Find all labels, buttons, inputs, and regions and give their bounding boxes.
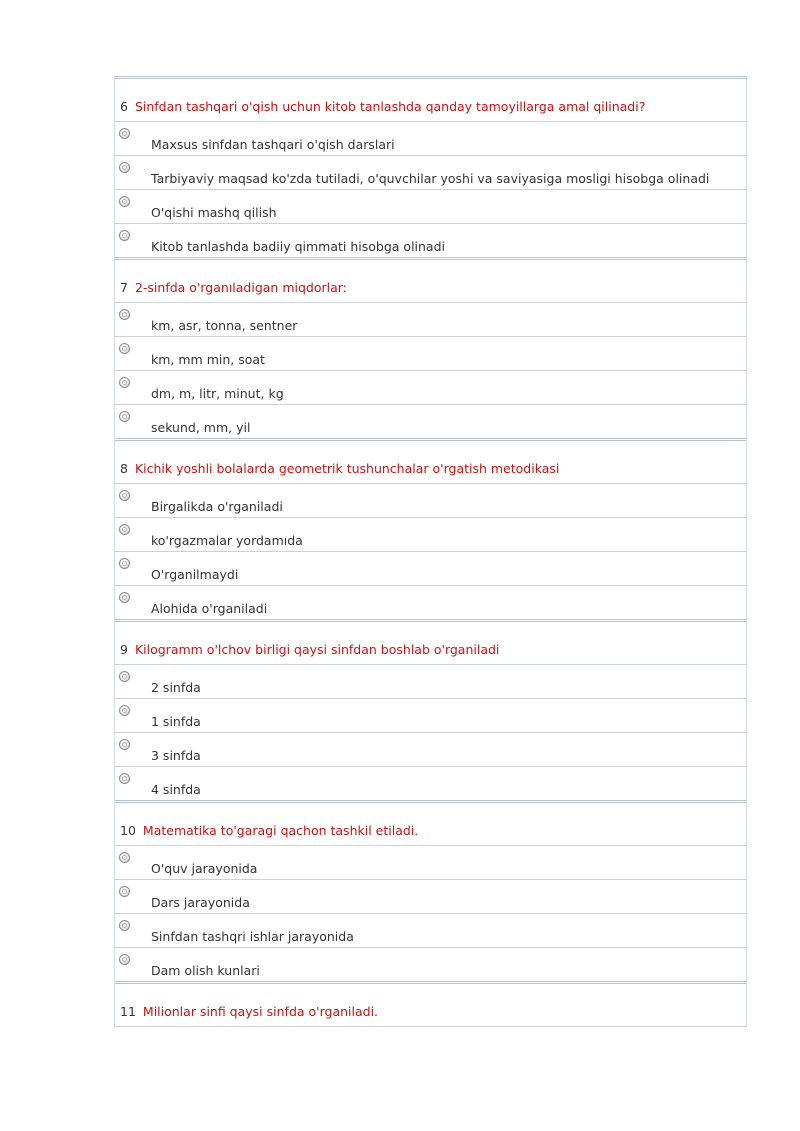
answer-option[interactable] xyxy=(115,948,746,981)
radio-button-icon[interactable] xyxy=(119,162,130,173)
question-block xyxy=(115,619,746,800)
radio-button-icon[interactable] xyxy=(119,230,130,241)
answer-option[interactable] xyxy=(115,665,746,699)
radio-button-icon[interactable] xyxy=(119,773,130,784)
answer-option[interactable] xyxy=(115,303,746,337)
radio-button-icon[interactable] xyxy=(119,954,130,965)
question-text: 2-sinfda o'rganıladigan miqdorlar: xyxy=(134,280,347,295)
question-number: 10 xyxy=(120,823,136,838)
answer-option-text: Birgalikda o'rganiladi xyxy=(151,499,283,514)
question-text: Kilogramm o'lchov birligi qaysi sinfdan boshlab o'rganiladi xyxy=(134,642,500,657)
answer-option-text: Sinfdan tashqri ishlar jarayonida xyxy=(151,929,354,944)
question-header xyxy=(115,260,746,303)
answer-option-text: Kitob tanlashda badiiy qimmati hisobga olinadi xyxy=(151,239,446,254)
answer-option-text: 1 sinfda xyxy=(151,714,201,729)
radio-button-icon[interactable] xyxy=(119,739,130,750)
answer-option[interactable] xyxy=(115,190,746,224)
answer-option-text: Tarbiyaviy maqsad ko'zda tutiladi, o'quvchilar yoshi va saviyasiga mosligi hisobga olinadi xyxy=(151,171,710,186)
answer-option-text: Dars jarayonida xyxy=(151,895,250,910)
answer-option-text: O'rganilmaydi xyxy=(151,567,239,582)
radio-button-icon[interactable] xyxy=(119,705,130,716)
radio-button-icon[interactable] xyxy=(119,411,130,422)
answer-option[interactable] xyxy=(115,699,746,733)
answer-option[interactable] xyxy=(115,586,746,619)
radio-button-icon[interactable] xyxy=(119,343,130,354)
answer-option-text: 3 sinfda xyxy=(151,748,201,763)
question-text: Milionlar sinfi qaysi sinfda o'rganiladi. xyxy=(142,1004,379,1019)
answer-option[interactable] xyxy=(115,733,746,767)
question-number: 9 xyxy=(120,642,128,657)
answer-option[interactable] xyxy=(115,337,746,371)
question-header xyxy=(115,441,746,484)
answer-option[interactable] xyxy=(115,484,746,518)
answer-option-text: O'qishi mashq qilish xyxy=(151,205,277,220)
question-block xyxy=(115,981,746,1027)
radio-button-icon[interactable] xyxy=(119,377,130,388)
answer-option[interactable] xyxy=(115,224,746,257)
answer-option-text: dm, m, litr, minut, kg xyxy=(151,386,284,401)
answer-option[interactable] xyxy=(115,552,746,586)
radio-button-icon[interactable] xyxy=(119,558,130,569)
answer-option-text: Alohida o'rganiladi xyxy=(151,601,268,616)
question-number: 7 xyxy=(120,280,128,295)
question-text: Kichik yoshli bolalarda geometrik tushunchalar o'rgatish metodikasi xyxy=(134,461,560,476)
radio-button-icon[interactable] xyxy=(119,671,130,682)
quiz-list xyxy=(114,76,747,1027)
question-block xyxy=(115,800,746,981)
answer-option-text: 2 sinfda xyxy=(151,680,201,695)
answer-option-text: O'quv jarayonida xyxy=(151,861,258,876)
question-text: Sinfdan tashqari o'qish uchun kitob tanlashda qanday tamoyillarga amal qilinadi? xyxy=(134,99,646,114)
answer-option[interactable] xyxy=(115,405,746,438)
radio-button-icon[interactable] xyxy=(119,196,130,207)
answer-option-text: sekund, mm, yil xyxy=(151,420,251,435)
answer-option-text: 4 sinfda xyxy=(151,782,201,797)
question-text: Matematika to'garagi qachon tashkil etiladi. xyxy=(142,823,419,838)
answer-option[interactable] xyxy=(115,122,746,156)
answer-option[interactable] xyxy=(115,880,746,914)
radio-button-icon[interactable] xyxy=(119,886,130,897)
question-header xyxy=(115,984,746,1027)
answer-option[interactable] xyxy=(115,518,746,552)
radio-button-icon[interactable] xyxy=(119,128,130,139)
question-header xyxy=(115,622,746,665)
answer-option[interactable] xyxy=(115,371,746,405)
question-header xyxy=(115,803,746,846)
radio-button-icon[interactable] xyxy=(119,920,130,931)
radio-button-icon[interactable] xyxy=(119,592,130,603)
answer-option[interactable] xyxy=(115,767,746,800)
answer-option[interactable] xyxy=(115,846,746,880)
radio-button-icon[interactable] xyxy=(119,309,130,320)
answer-option-text: ko'rgazmalar yordamıda xyxy=(151,533,303,548)
question-block xyxy=(115,76,746,257)
question-number: 8 xyxy=(120,461,128,476)
question-number: 11 xyxy=(120,1004,136,1019)
answer-option-text: km, asr, tonna, sentner xyxy=(151,318,298,333)
question-block xyxy=(115,257,746,438)
answer-option[interactable] xyxy=(115,914,746,948)
radio-button-icon[interactable] xyxy=(119,852,130,863)
answer-option-text: km, mm min, soat xyxy=(151,352,265,367)
answer-option-text: Maxsus sinfdan tashqari o'qish darslari xyxy=(151,137,395,152)
answer-option-text: Dam olish kunlari xyxy=(151,963,260,978)
radio-button-icon[interactable] xyxy=(119,524,130,535)
answer-option[interactable] xyxy=(115,156,746,190)
question-header xyxy=(115,79,746,122)
question-number: 6 xyxy=(120,99,128,114)
question-block xyxy=(115,438,746,619)
radio-button-icon[interactable] xyxy=(119,490,130,501)
